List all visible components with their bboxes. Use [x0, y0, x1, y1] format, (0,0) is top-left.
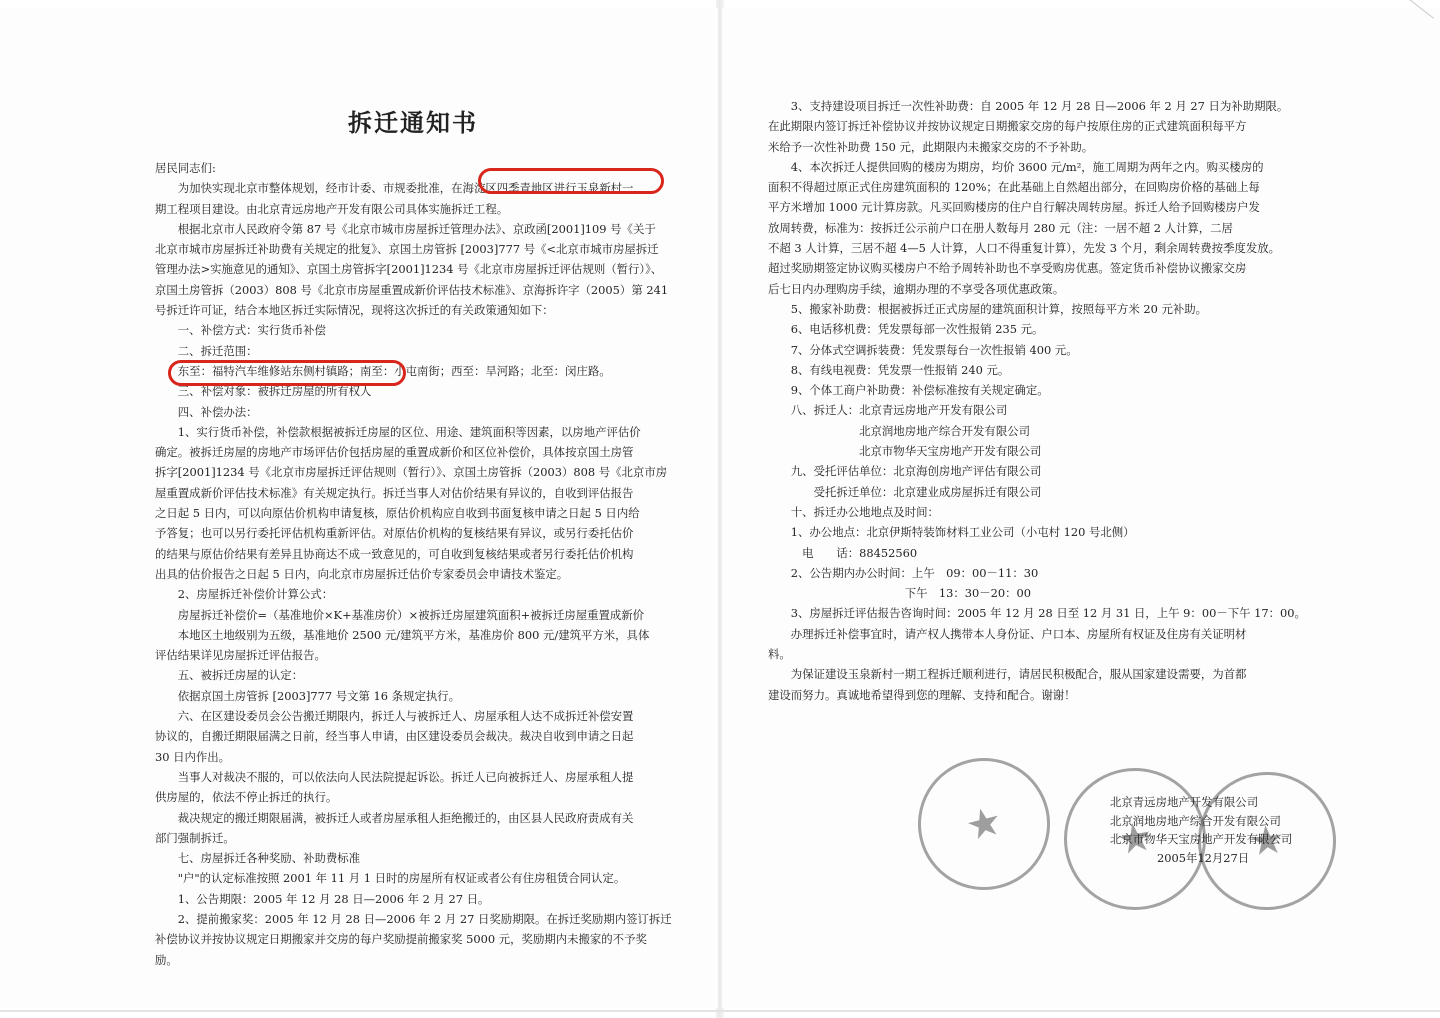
text-line: 九、受托评估单位：北京海创房地产评估有限公司	[768, 464, 1042, 479]
text-line: 评估结果详见房屋拆迁评估报告。	[155, 648, 326, 663]
text-line: 一、补偿方式：实行货币补偿	[155, 323, 326, 338]
text-line: 2、提前搬家奖：2005 年 12 月 28 日—2006 年 2 月 27 日奖励期限。在拆迁奖励期内签订拆迁	[155, 911, 672, 926]
signature-company: 北京市物华天宝房地产开发有限公司	[1110, 832, 1293, 846]
text-line: 部门强制拆迁。	[155, 830, 235, 845]
text-line: 为保证建设玉泉新村一期工程拆迁顺利进行，请居民积极配合，服从国家建设需要，为首都	[768, 667, 1247, 682]
text-line: 后七日内办理购房手续，逾期办理的不享受各项优惠政策。	[768, 281, 1065, 296]
text-line: 居民同志们:	[155, 161, 216, 175]
star-icon: ★	[1113, 813, 1157, 865]
text-line: 十、拆迁办公地地点及时间：	[768, 504, 939, 519]
text-line: 依据京国土房管拆 [2003]777 号文第 16 条规定执行。	[155, 688, 461, 703]
text-line: 东至：福特汽车维修站东侧村镇路；南至：小屯南街；西至：旱河路；北至：闵庄路。	[155, 363, 611, 378]
text-line: 平方米增加 1000 元计算房款。凡买回购楼房的住户自行解决周转房屋。拆迁人给予回购楼房户发	[768, 200, 1260, 215]
text-line: 拆字[2001]1234 号《北京市房屋拆迁评估规则（暂行）》、京国土房管拆（2003）808 号《北京市房	[155, 465, 668, 480]
text-line: 协议的，自搬迁期限届满之日前，经当事人申请，由区建设委员会裁决。裁决自收到申请之日起	[155, 729, 634, 744]
text-line: 房屋拆迁补偿价=（基准地价×K+基准房价）×被拆迁房屋建筑面积+被拆迁房屋重置成新价	[155, 607, 645, 622]
text-line: 六、在区建设委员会公告搬迁期限内，拆迁人与被拆迁人、房屋承租人达不成拆迁补偿安置	[155, 709, 634, 724]
star-icon: ★	[1246, 816, 1288, 866]
text-line: 补偿协议并按协议规定日期搬家并交房的每户奖励提前搬家奖 5000 元，奖励期内未搬家的不予奖	[155, 932, 647, 947]
text-line: 根据北京市人民政府令第 87 号《北京市城市房屋拆迁管理办法》、京政函[2001]109 号《关于	[155, 221, 656, 236]
text-line: 不超 3 人计算，三居不超 4—5 人计算，人口不得重复计算），先发 3 个月，剩余周转费按季度发放。	[768, 241, 1281, 256]
star-icon: ★	[961, 797, 1007, 851]
text-line: 八、拆迁人：北京青远房地产开发有限公司	[768, 403, 1008, 418]
text-line: 在此期限内签订拆迁补偿协议并按协议规定日期搬家交房的每户按原住房的正式建筑面积每平方	[768, 119, 1247, 134]
text-line: 本地区土地级别为五级，基准地价 2500 元/建筑平方米，基准房价 800 元/建筑平方米，具体	[155, 627, 650, 642]
text-line: 的结果与原估价结果有差异且协商达不成一致意见的，可自收到复核结果或者另行委托估价机构	[155, 546, 634, 561]
text-line: 5、搬家补助费：根据被拆迁正式房屋的建筑面积计算，按照每平方米 20 元补助。	[768, 301, 1208, 316]
text-line: 当事人对裁决不服的，可以依法向人民法院提起诉讼。拆迁人已向被拆迁人、房屋承租人提	[155, 769, 634, 784]
right-body-text	[768, 96, 1306, 705]
text-line: 超过奖励期签定协议购买楼房户不给予周转补助也不享受购房优惠。签定货币补偿协议搬家交房	[768, 261, 1247, 276]
text-line: 4、本次拆迁人提供回购的楼房为期房，均价 3600 元/m²，施工周期为两年之内。购买楼房的	[768, 159, 1264, 174]
text-line: 放周转费，标准为：按拆迁公示前户口在册人数每月 280 元（注：一居不超 2 人计算，二居	[768, 220, 1233, 235]
text-line: 期工程项目建设。由北京青远房地产开发有限公司具体实施拆迁工程。	[155, 201, 509, 216]
text-line: 二、拆迁范围：	[155, 343, 258, 358]
text-line: 北京润地房地产综合开发有限公司	[768, 423, 1030, 438]
text-line: 确定。被拆迁房屋的房地产市场评估价包括房屋的重置成新价和区位补偿价，具体按京国土房管	[155, 445, 634, 460]
text-line: 3、支持建设项目拆迁一次性补助费：自 2005 年 12 月 28 日—2006 年 2 月 27 日为补助期限。	[768, 99, 1289, 113]
text-line: 五、被拆迁房屋的认定：	[155, 668, 304, 683]
text-line: 2、公告期内办公时间：上午 09：00－11：30	[768, 565, 1039, 580]
text-line: 6、电话移机费：凭发票每部一次性报销 235 元。	[768, 322, 1044, 337]
text-line: 号拆迁许可证，结合本地区拆迁实际情况，现将这次拆迁的有关政策通知如下：	[155, 303, 554, 318]
text-line: 供房屋的，依法不停止拆迁的执行。	[155, 790, 338, 805]
text-line: 30 日内作出。	[155, 749, 231, 764]
text-line: 七、房屋拆迁各种奖励、补助费标准	[155, 851, 361, 866]
text-line: 电 话：88452560	[768, 545, 918, 560]
text-line: 1、办公地点：北京伊斯特装饰材料工业公司（小屯村 120 号北侧）	[768, 525, 1135, 540]
text-line: 励。	[155, 952, 178, 967]
text-line: 四、补偿办法：	[155, 404, 258, 419]
signature-company: 北京润地房地产综合开发有限公司	[1110, 813, 1281, 828]
left-page	[0, 8, 718, 1008]
text-line: 之日起 5 日内，可以向原估价机构申请复核，原估价机构应自收到书面复核申请之日起 5 日内给	[155, 506, 640, 521]
text-line: 办理拆迁补偿事宜时，请产权人携带本人身份证、户口本、房屋所有权证及住房有关证明材	[768, 626, 1247, 641]
scan-edge	[0, 1010, 1440, 1012]
text-line: 8、有线电视费：凭发票一性报销 240 元。	[768, 362, 1010, 377]
text-line: 为加快实现北京市整体规划，经市计委、市规委批准，在海淀区四季青地区进行玉泉新村一	[155, 181, 634, 196]
document-title: 拆迁通知书	[348, 109, 478, 137]
text-line: 受托拆迁单位：北京建业成房屋拆迁有限公司	[768, 484, 1042, 499]
text-line: 1、实行货币补偿，补偿款根据被拆迁房屋的区位、用途、建筑面积等因素，以房地产评估价	[155, 424, 641, 439]
text-line: 北京市城市房屋拆迁补助费有关规定的批复》、京国土房管拆 [2003]777 号《<北京市城市房屋拆迁	[155, 242, 659, 257]
text-line: 京国土房管拆（2003）808 号《北京市房屋重置成新价评估技术标准》、京海拆许字（2005）第 241	[155, 282, 669, 297]
text-line: "户"的认定标准按照 2001 年 11 月 1 日时的房屋所有权证或者公有住房租赁合同认定。	[155, 871, 626, 886]
signature-company: 北京青远房地产开发有限公司	[1110, 795, 1259, 809]
text-line: 予答复；也可以另行委托评估机构重新评估。对原估价机构的复核结果有异议，或另行委托估价	[155, 526, 634, 541]
text-line: 7、分体式空调拆装费：凭发票每台一次性报销 400 元。	[768, 342, 1078, 357]
page-corner-fold	[1349, 0, 1434, 66]
text-line: 下午 13：30－20：00	[768, 586, 1032, 601]
text-line: 9、个体工商户补助费：补偿标准按有关规定确定。	[768, 383, 1049, 398]
text-line: 3、房屋拆迁评估报告咨询时间：2005 年 12 月 28 日至 12 月 31 日，上午 9：00－下午 17：00。	[768, 606, 1306, 621]
signature-block	[1110, 793, 1292, 867]
text-line: 屋重置成新价评估技术标准》有关规定执行。拆迁当事人对估价结果有异议的，自收到评估报告	[155, 485, 634, 500]
text-line: 2、房屋拆迁补偿价计算公式：	[155, 587, 334, 602]
text-line: 北京市物华天宝房地产开发有限公司	[768, 444, 1042, 459]
text-line: 米给予一次性补助费 150 元，此期限内未搬家交房的不予补助。	[768, 139, 1094, 154]
text-line: 管理办法>实施意见的通知》、京国土房管拆字[2001]1234 号《北京市房屋拆迁评估规则（暂行）》、	[155, 262, 663, 277]
text-line: 建设而努力。真诚地希望得到您的理解、支持和配合。谢谢！	[768, 687, 1076, 702]
text-line: 1、公告期限：2005 年 12 月 28 日—2006 年 2 月 27 日。	[155, 891, 490, 906]
text-line: 裁决规定的搬迁期限届满，被拆迁人或者房屋承租人拒绝搬迁的，由区县人民政府责成有关	[155, 810, 634, 825]
signature-date: 2005年12月27日	[1157, 850, 1250, 865]
text-line: 面积不得超过原正式住房建筑面积的 120%；在此基础上自然超出部分，在回购房价格的基础上每	[768, 180, 1260, 195]
left-body-text	[155, 158, 672, 970]
text-line: 料。	[768, 647, 791, 662]
text-line: 三、补偿对象：被拆迁房屋的所有权人	[155, 384, 372, 399]
text-line: 出具的估价报告之日起 5 日内，向北京市房屋拆迁估价专家委员会申请技术鉴定。	[155, 566, 569, 581]
